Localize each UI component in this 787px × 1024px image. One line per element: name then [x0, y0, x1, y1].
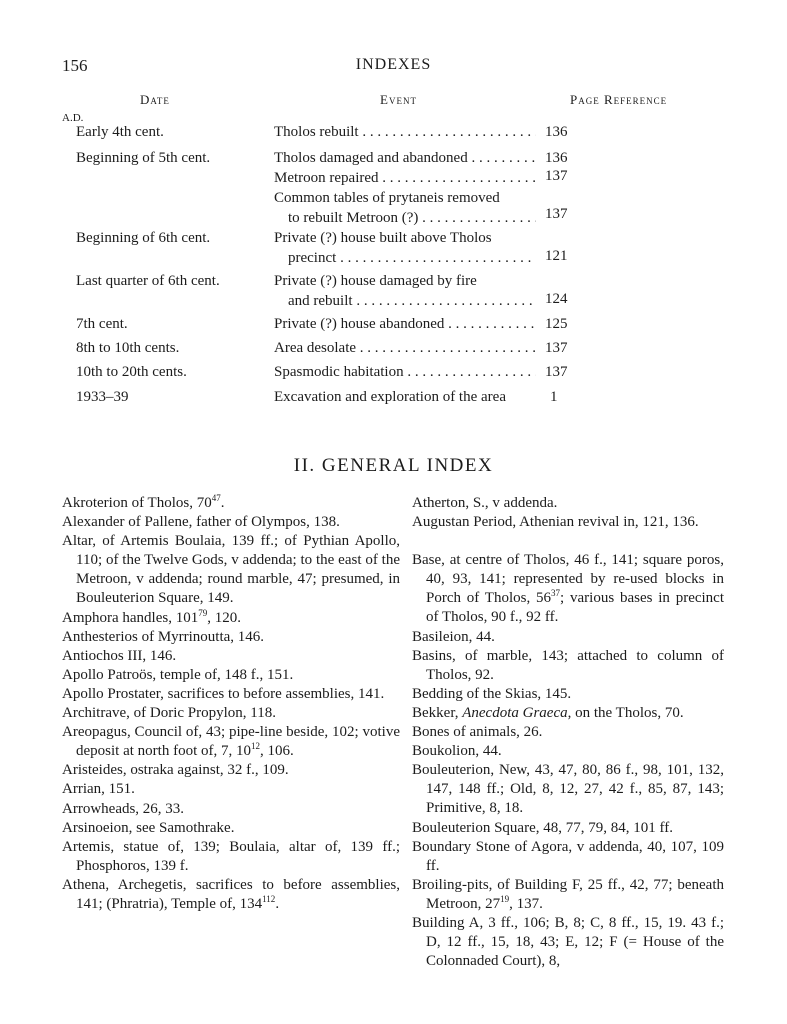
event-line: Metroon repaired . . . [274, 168, 536, 188]
row-event [274, 338, 536, 358]
section-title: II. GENERAL INDEX [293, 455, 494, 476]
event-line: Spasmodic habitation . . . [274, 362, 536, 382]
index-entry: Areopagus, Council of, 43; pipe-line beside, 102; votive deposit at north foot of, 7, $10^{12}$, 106. [62, 724, 400, 760]
event-line: Tholos rebuilt . . . [274, 122, 536, 142]
row-date: Early 4th cent. [76, 124, 164, 140]
row-event [274, 314, 536, 334]
page-reference: 124 [545, 291, 568, 307]
page-reference: 1 [550, 389, 558, 405]
row-event [274, 228, 536, 268]
column-header-page: Page Reference [570, 92, 668, 107]
index-entry: Artemis, statue of, 139; Boulaia, altar of, 139 ff.; Phosphoros, 139 f. [62, 838, 400, 874]
index-entry: Amphora handles, $101^{79}$, 120. [62, 607, 241, 626]
index-entry: Bones of animals, 26. [412, 724, 543, 741]
event-line: Common tables of prytaneis removed [274, 190, 500, 206]
column-header-date: Date [140, 92, 170, 107]
column-header-event: Event [380, 92, 417, 107]
event-line: Private (?) house abandoned . . . [274, 314, 536, 334]
index-entry: Arsinoeion, see Samothrake. [62, 819, 235, 836]
index-entry: Antiochos III, 146. [62, 647, 177, 664]
event-line: and rebuilt . . . [274, 291, 536, 311]
index-entry: Apollo Patroös, temple of, 148 f., 151. [62, 666, 294, 683]
index-entry: Anthesterios of Myrrinoutta, 146. [62, 628, 265, 645]
index-entry: Architrave, of Doric Propylon, 118. [62, 705, 276, 722]
row-date: 7th cent. [76, 316, 128, 332]
page-number: 156 [62, 56, 88, 75]
index-entry: Bedding of the Skias, 145. [412, 685, 572, 702]
event-line: to rebuilt Metroon (?) . . . [274, 208, 536, 228]
page-reference: 137 [545, 340, 568, 356]
row-date: Last quarter of 6th cent. [76, 273, 220, 289]
index-entry: Augustan Period, Athenian revival in, 121, 136. [412, 514, 699, 531]
index-entry: Broiling-pits, of Building F, 25 ff., 42, 77; beneath Metroon, $27^{19}$, 137. [412, 876, 724, 912]
event-line: Area desolate . . . [274, 338, 536, 358]
event-line: Tholos damaged and abandoned . . . [274, 148, 536, 168]
page-reference: 137 [545, 364, 568, 380]
index-column-right [412, 494, 724, 971]
row-event [274, 362, 536, 382]
page-reference: 125 [545, 316, 568, 332]
index-entry: Arrowheads, 26, 33. [62, 800, 185, 817]
index-entry: Basins, of marble, 143; attached to column of Tholos, 92. [412, 647, 724, 683]
page-reference: 136 [545, 124, 568, 140]
index-entry: Aristeides, ostraka against, 32 f., 109. [62, 762, 289, 779]
event-line: Private (?) house damaged by fire [274, 273, 477, 289]
index-entry: Base, at centre of Tholos, 46 f., 141; square poros, 40, 93, 141; represented by re-used blocks in Porch of Tholos, $56^{37}$; various bases in precinct of Tholos, 90 f., 92 ff. [412, 552, 724, 626]
row-event [274, 271, 536, 311]
index-entry: Alexander of Pallene, father of Olympos, 138. [62, 514, 340, 531]
index-entry: Altar, of Artemis Boulaia, 139 ff.; of Pythian Apollo, 110; of the Twelve Gods, v addenda; to the east of the Metroon, v addenda; round marble, 47; presumed, in Bouleuterion Square, 149. [62, 533, 400, 607]
event-line: precinct . . . [274, 248, 536, 268]
index-entry: Arrian, 151. [62, 781, 135, 798]
row-date: 10th to 20th cents. [76, 364, 187, 380]
index-entry: Apollo Prostater, sacrifices to before assemblies, 141. [62, 685, 385, 702]
row-date: 1933–39 [76, 389, 129, 405]
event-line: Excavation and exploration of the area [274, 389, 506, 405]
row-date: 8th to 10th cents. [76, 340, 180, 356]
index-entry: Building A, 3 ff., 106; B, 8; C, 8 ff., 15, 19. 43 f.; D, 12 ff., 15, 18, 43; E, 12; F (= House of the Colonnaded Court), 8, [412, 914, 724, 970]
row-date: Beginning of 6th cent. [76, 230, 211, 246]
page-reference: 121 [545, 248, 568, 264]
index-column-left [62, 494, 400, 914]
row-event [274, 148, 536, 228]
index-entry: Boundary Stone of Agora, v addenda, 40, 107, 109 ff. [412, 838, 724, 874]
index-entry: Athena, Archegetis, sacrifices to before assemblies, 141; (Phratria), Temple of, $134^{112}$. [62, 876, 400, 912]
index-entry: Bekker, Anecdota Graeca, on the Tholos, 70. [412, 704, 684, 721]
era-label: A.D. [62, 112, 84, 124]
row-event [274, 387, 546, 407]
chronology-rows [0, 0, 787, 420]
running-head: INDEXES [355, 56, 432, 73]
index-entry: Bouleuterion, New, 43, 47, 80, 86 f., 98, 101, 132, 147, 148 ff.; Old, 8, 12, 27, 42 f., 85, 87, 143; Primitive, 8, 18. [412, 762, 724, 817]
index-entry: Bouleuterion Square, 48, 77, 79, 84, 101 ff. [412, 819, 673, 836]
index-entry: Akroterion of Tholos, $70^{47}$. [62, 493, 225, 511]
index-entry: Atherton, S., v addenda. [412, 495, 558, 511]
row-date: Beginning of 5th cent. [76, 150, 211, 166]
index-entry: Basileion, 44. [412, 628, 495, 645]
row-event [274, 122, 536, 142]
page-reference: 136 [545, 150, 568, 166]
index-entry: Boukolion, 44. [412, 743, 502, 760]
page-reference: 137 [545, 206, 568, 222]
event-line: Private (?) house built above Tholos [274, 230, 492, 246]
page-reference: 137 [545, 168, 568, 184]
